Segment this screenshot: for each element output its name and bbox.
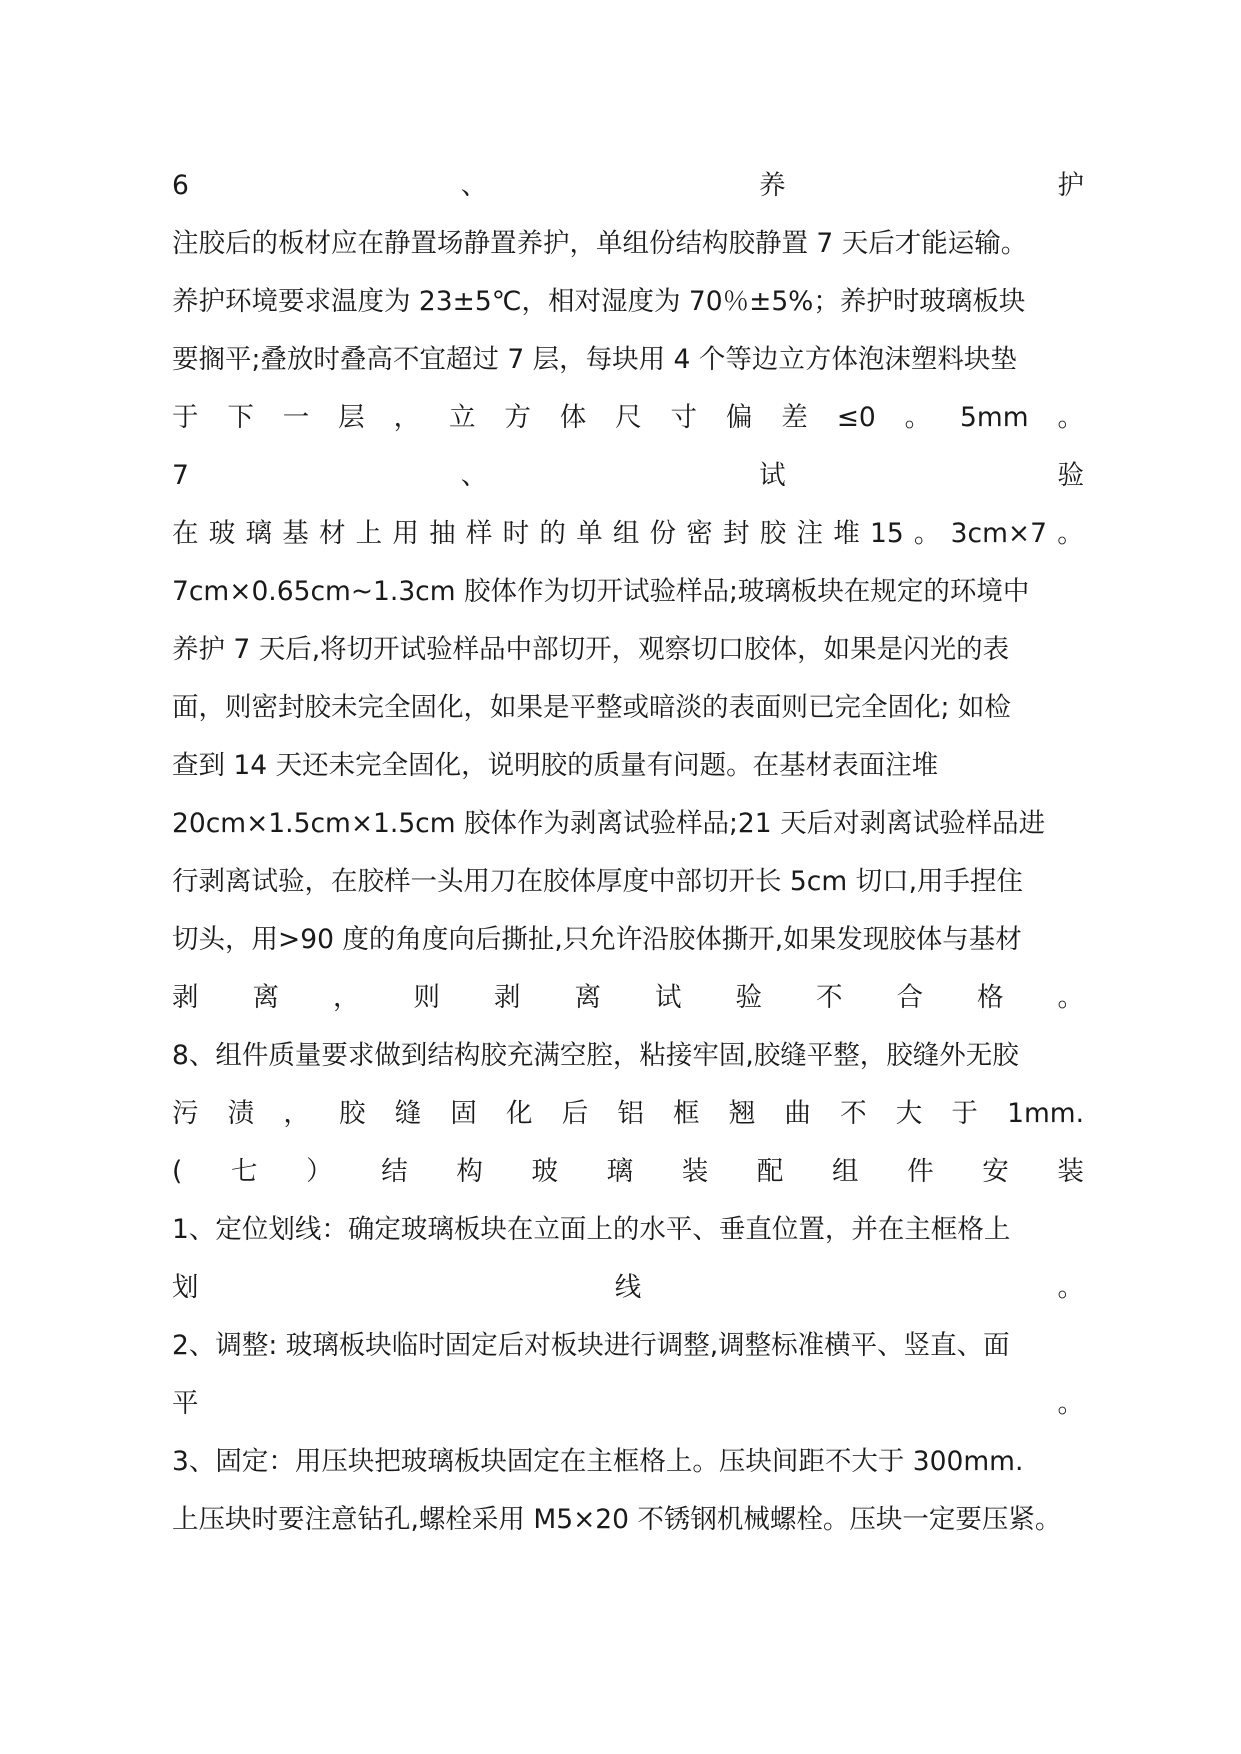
text-line: 养护 7 天后,将切开试验样品中部切开，观察切口胶体，如果是闪光的表	[172, 634, 1010, 665]
text-token: 时	[502, 518, 530, 549]
text-token: 方	[504, 402, 531, 433]
text-line: 行剥离试验，在胶样一头用刀在胶体厚度中部切开长 5cm 切口,用手捏住	[172, 866, 1024, 897]
text-token: 离	[252, 982, 279, 1013]
text-token: 污	[172, 1098, 199, 1129]
text-token: 养	[759, 170, 786, 201]
text-token: 15	[869, 518, 904, 549]
text-token: 上	[355, 518, 383, 549]
text-token: 后	[561, 1098, 589, 1129]
text-token: 不	[816, 982, 843, 1013]
text-line	[172, 505, 1084, 563]
text-token: ，	[333, 982, 360, 1013]
text-line	[172, 157, 1084, 215]
text-token: 剥	[494, 982, 521, 1013]
text-token: 样	[465, 518, 493, 549]
text-token: 安	[982, 1156, 1009, 1187]
text-token: 化	[506, 1098, 533, 1129]
text-token: 渍	[227, 1098, 255, 1129]
text-token: 份	[649, 518, 677, 549]
text-token: 胶	[339, 1098, 366, 1129]
text-token: 于	[951, 1098, 978, 1129]
text-token: 寸	[670, 402, 698, 433]
text-token: 材	[318, 518, 346, 549]
text-token: 。	[913, 518, 941, 549]
text-token: 玻	[208, 518, 236, 549]
text-line: 要搁平;叠放时叠高不宜超过 7 层，每块用 4 个等边立方体泡沫塑料块垫	[172, 344, 1017, 375]
text-line	[172, 389, 1084, 447]
text-token: 立	[448, 402, 476, 433]
text-token: 1mm.	[1007, 1098, 1084, 1129]
text-line	[172, 969, 1084, 1027]
text-token: 离	[574, 982, 601, 1013]
text-token: 。	[904, 402, 932, 433]
text-token: 差	[781, 402, 808, 433]
text-token: 构	[456, 1156, 483, 1187]
text-token: 。	[1057, 518, 1084, 549]
text-token: 于	[172, 402, 199, 433]
text-line: 查到 14 天还未完全固化，说明胶的质量有问题。在基材表面注堆	[172, 750, 939, 781]
text-token: 大	[895, 1098, 923, 1129]
text-token: 基	[282, 518, 309, 549]
text-line: 3、固定：用压块把玻璃板块固定在主框格上。压块间距不大于 300mm.	[172, 1446, 1024, 1477]
text-line: 注胶后的板材应在静置场静置养护，单组份结构胶静置 7 天后才能运输。	[172, 228, 1028, 259]
text-token: 试	[759, 460, 786, 491]
text-line: 7cm×0.65cm~1.3cm 胶体作为切开试验样品;玻璃板块在规定的环境中	[172, 576, 1030, 607]
text-token: 格	[977, 982, 1004, 1013]
text-line: 养护环境要求温度为 23±5℃，相对湿度为 70％±5%；养护时玻璃板块	[172, 286, 1026, 317]
text-token: 下	[227, 402, 254, 433]
text-token: 在	[172, 518, 199, 549]
text-token: 铝	[617, 1098, 644, 1129]
text-token: 合	[896, 982, 923, 1013]
text-token: 用	[392, 518, 419, 549]
text-token: 不	[840, 1098, 867, 1129]
text-token: 6	[172, 170, 189, 201]
text-token: 。	[1057, 1388, 1084, 1419]
text-line: 切头，用>90 度的角度向后撕扯,只允许沿胶体撕开,如果发现胶体与基材	[172, 924, 1022, 955]
text-token: 缝	[394, 1098, 422, 1129]
text-token: 璃	[606, 1156, 634, 1187]
text-token: 平	[172, 1388, 199, 1419]
text-token: 密	[686, 518, 713, 549]
text-token: 则	[413, 982, 440, 1013]
text-token: 、	[460, 170, 488, 201]
text-token: ，	[283, 1098, 310, 1129]
text-line: 1、定位划线：确定玻璃板块在立面上的水平、垂直位置，并在主框格上	[172, 1214, 1011, 1245]
text-line: 面，则密封胶未完全固化，如果是平整或暗淡的表面则已完全固化; 如检	[172, 692, 1011, 723]
text-token: 组	[831, 1156, 859, 1187]
text-token: (	[172, 1156, 183, 1187]
text-token: 5mm	[960, 402, 1029, 433]
text-token: 7	[172, 460, 189, 491]
text-token: 组	[612, 518, 640, 549]
text-token: 抽	[429, 518, 456, 549]
text-token: 剥	[172, 982, 199, 1013]
text-token: ≤0	[836, 402, 876, 433]
text-token: 结	[381, 1156, 408, 1187]
text-token: 体	[559, 402, 587, 433]
text-token: 层	[338, 402, 365, 433]
text-line	[172, 1085, 1084, 1143]
text-line: 上压块时要注意钻孔,螺栓采用 M5×20 不锈钢机械螺栓。压块一定要压紧。	[172, 1504, 1062, 1535]
text-token: 配	[756, 1156, 784, 1187]
text-token: 。	[1057, 402, 1084, 433]
text-token: 尺	[615, 402, 642, 433]
text-token: 封	[723, 518, 750, 549]
text-token: 注	[796, 518, 823, 549]
text-token: 曲	[784, 1098, 811, 1129]
text-token: 固	[450, 1098, 477, 1129]
text-token: 装	[681, 1156, 709, 1187]
text-token: ，	[393, 402, 421, 433]
text-token: 堆	[833, 518, 860, 549]
text-token: 划	[172, 1272, 199, 1303]
text-line	[172, 1375, 1084, 1433]
text-token: 试	[655, 982, 682, 1013]
text-token: 的	[539, 518, 566, 549]
text-token: ）	[306, 1156, 333, 1187]
text-token: 七	[230, 1156, 258, 1187]
text-token: 偏	[725, 402, 753, 433]
text-token: 验	[1057, 460, 1084, 491]
text-token: 3cm×7	[950, 518, 1047, 549]
text-token: 护	[1057, 170, 1084, 201]
text-token: 装	[1057, 1156, 1084, 1187]
text-token: 件	[907, 1156, 934, 1187]
text-token: 单	[576, 518, 603, 549]
text-line	[172, 1259, 1084, 1317]
text-token: 。	[1057, 1272, 1084, 1303]
text-token: 玻	[531, 1156, 558, 1187]
text-token: 。	[1057, 982, 1084, 1013]
text-token: 框	[673, 1098, 700, 1129]
text-line: 20cm×1.5cm×1.5cm 胶体作为剥离试验样品;21 天后对剥离试验样品进	[172, 808, 1046, 839]
text-line: 2、调整: 玻璃板块临时固定后对板块进行调整,调整标准横平、竖直、面	[172, 1330, 1010, 1361]
document-page	[172, 157, 1084, 1549]
text-token: 验	[735, 982, 762, 1013]
text-token: 璃	[245, 518, 272, 549]
text-line	[172, 1143, 1084, 1201]
text-line: 8、组件质量要求做到结构胶充满空腔，粘接牢固,胶缝平整，胶缝外无胶	[172, 1040, 1019, 1071]
text-token: 、	[460, 460, 488, 491]
text-token: 线	[614, 1272, 642, 1303]
text-token: 翘	[728, 1098, 756, 1129]
text-line	[172, 447, 1084, 505]
text-token: 胶	[759, 518, 787, 549]
text-token: 一	[282, 402, 310, 433]
